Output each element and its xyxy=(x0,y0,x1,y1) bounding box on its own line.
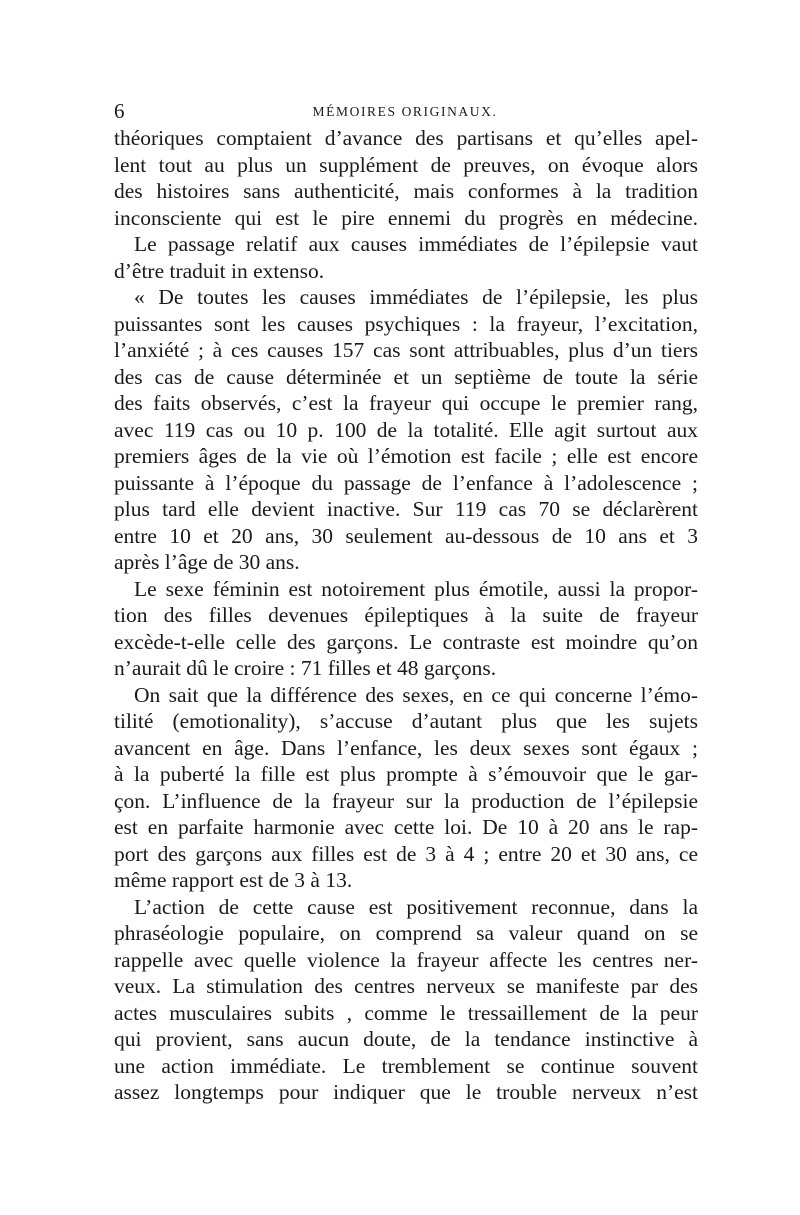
text-line: çon. L’influence de la frayeur sur la production de l’épilepsie xyxy=(114,788,698,813)
text-line: théoriques comptaient d’avance des partisans et qu’elles apel- xyxy=(114,126,698,150)
text-line: On sait que la différence des sexes, en ce qui concerne l’émo- xyxy=(134,682,698,707)
text-line: excède-t-elle celle des garçons. Le contraste est moindre qu’on xyxy=(114,629,698,654)
text-line: « De toutes les causes immédiates de l’épilepsie, les plus xyxy=(134,285,698,309)
text-line: assez longtemps pour indiquer que le trouble nerveux n’est xyxy=(114,1080,698,1104)
page-header xyxy=(114,98,696,124)
body-text xyxy=(114,125,698,1106)
page-number: 6 xyxy=(114,99,125,123)
text-line: même rapport est de 3 à 13. xyxy=(114,868,353,892)
text-line: premiers âges de la vie où l’émotion est facile ; elle est encore xyxy=(114,444,698,468)
text-line: une action immédiate. Le tremblement se continue souvent xyxy=(114,1053,698,1078)
text-line: entre 10 et 20 ans, 30 seulement au-dessous de 10 ans et 3 xyxy=(114,523,698,548)
text-line: qui provient, sans aucun doute, de la tendance instinctive à xyxy=(114,1027,698,1051)
text-line: actes musculaires subits , comme le tressaillement de la peur xyxy=(114,1000,698,1025)
text-line: lent tout au plus un supplément de preuves, on évoque alors xyxy=(114,152,698,177)
text-line: avec 119 cas ou 10 p. 100 de la totalité. Elle agit surtout aux xyxy=(114,417,698,442)
text-line: des histoires sans authenticité, mais conformes à la tradition xyxy=(114,179,698,203)
text-line: avancent en âge. Dans l’enfance, les deux sexes sont égaux ; xyxy=(114,735,698,760)
text-line: port des garçons aux filles est de 3 à 4 ; entre 20 et 30 ans, ce xyxy=(114,841,698,866)
text-line: rappelle avec quelle violence la frayeur affecte les centres ner- xyxy=(114,947,698,972)
text-line: L’action de cette cause est positivement reconnue, dans la xyxy=(134,894,698,919)
text-line: tilité (emotionality), s’accuse d’autant plus que les sujets xyxy=(114,709,698,733)
text-line: d’être traduit in extenso. xyxy=(114,258,325,283)
text-line: puissantes sont les causes psychiques : la frayeur, l’excitation, xyxy=(114,311,698,336)
text-line: après l’âge de 30 ans. xyxy=(114,550,300,574)
text-line: plus tard elle devient inactive. Sur 119 cas 70 se déclarèrent xyxy=(114,497,698,521)
text-line: Le sexe féminin est notoirement plus émotile, aussi la propor- xyxy=(134,576,698,601)
text-line: des cas de cause déterminée et un septième de toute la série xyxy=(114,364,698,389)
text-line: phraséologie populaire, on comprend sa valeur quand on se xyxy=(114,921,698,945)
text-line: Le passage relatif aux causes immédiates de l’épilepsie vaut xyxy=(134,232,698,256)
text-line: des faits observés, c’est la frayeur qui occupe le premier rang, xyxy=(114,391,698,415)
text-line: l’anxiété ; à ces causes 157 cas sont attribuables, plus d’un tiers xyxy=(114,338,698,362)
text-line: puissante à l’époque du passage de l’enfance à l’adolescence ; xyxy=(114,470,698,495)
text-line: tion des filles devenues épileptiques à la suite de frayeur xyxy=(114,603,698,627)
text-line: n’aurait dû le croire : 71 filles et 48 garçons. xyxy=(114,656,497,680)
text-line: veux. La stimulation des centres nerveux se manifeste par des xyxy=(114,974,698,998)
text-line: inconsciente qui est le pire ennemi du progrès en médecine. xyxy=(114,205,698,230)
running-head: MÉMOIRES ORIGINAUX. xyxy=(312,104,498,119)
text-line: est en parfaite harmonie avec cette loi. De 10 à 20 ans le rap- xyxy=(114,815,698,839)
text-line: à la puberté la fille est plus prompte à s’émouvoir que le gar- xyxy=(114,762,698,786)
